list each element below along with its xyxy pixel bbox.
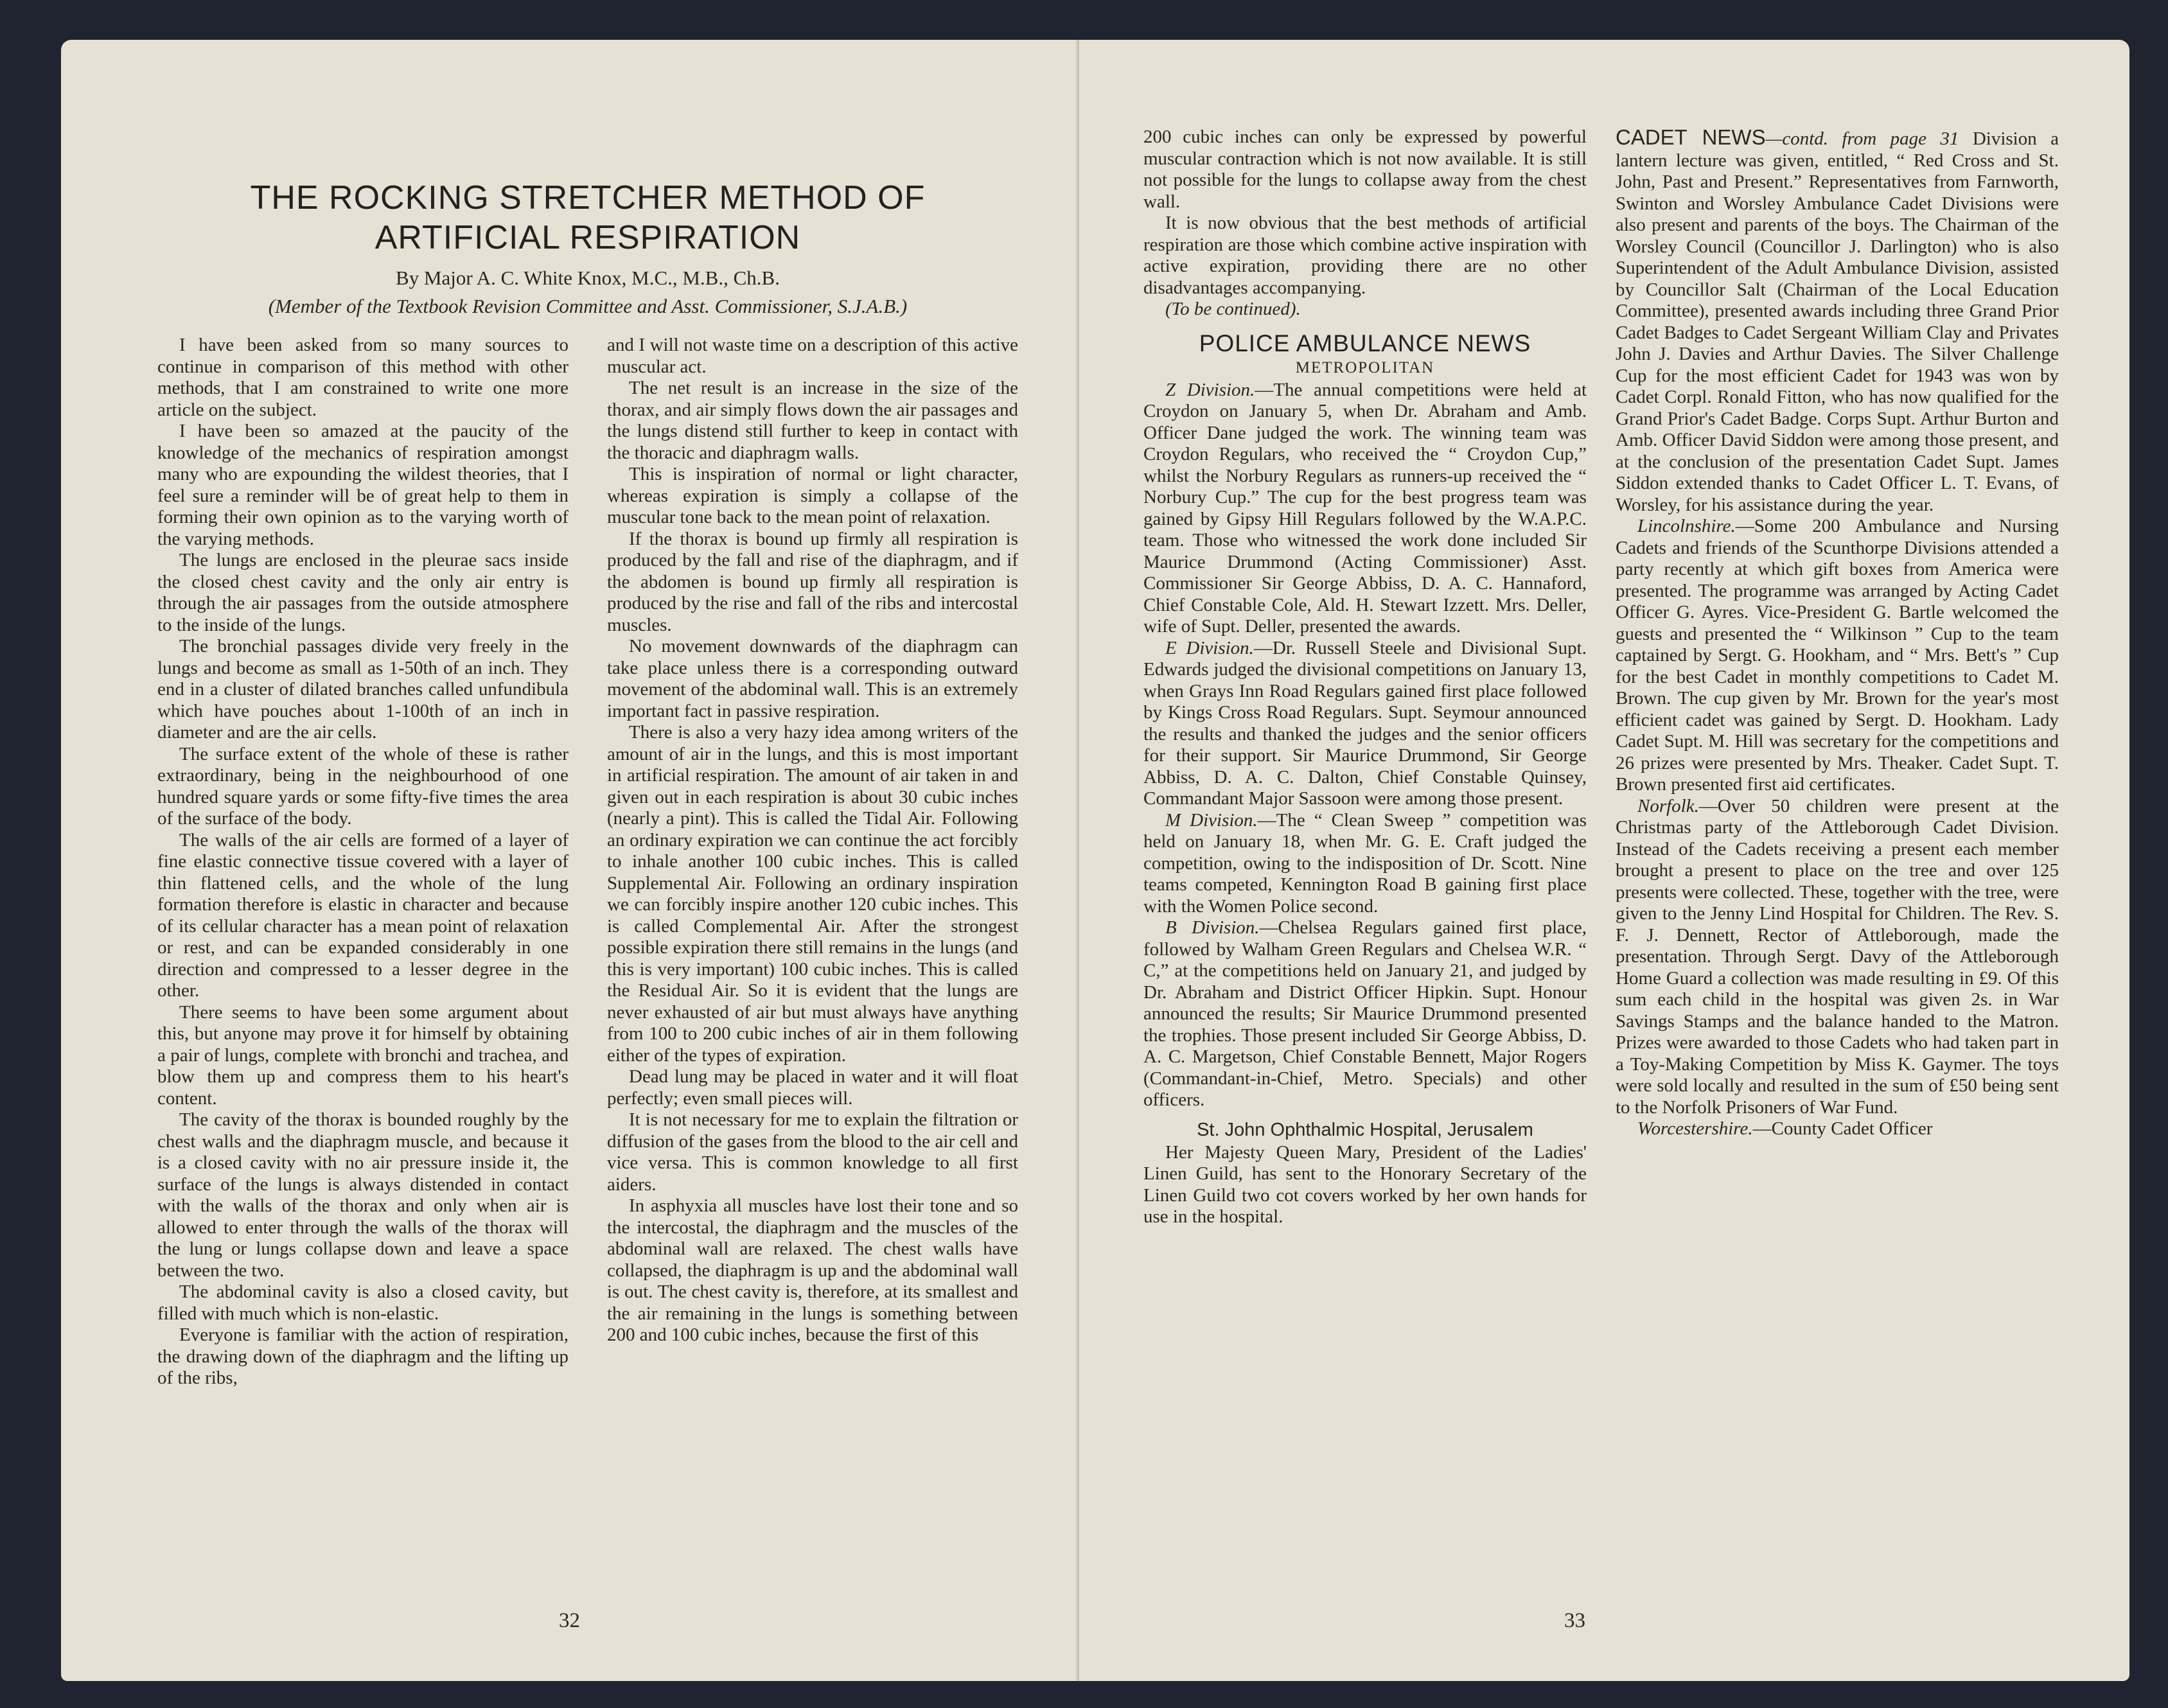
page-columns xyxy=(1143,127,2059,1228)
metropolitan-subheading: METROPOLITAN xyxy=(1295,358,1435,376)
paragraph: I have been asked from so many sources to continue in comparison of this method with other methods, that I am constrained to write one more article on the subject. xyxy=(157,335,568,420)
cadet-news-item: Norfolk.—Over 50 children were present at the Christmas party of the Attleborough Cadet Division. Instead of the Cadets receiving a present each member brought a present to place on the tree and over 125 presents were collected. These, together with the tree, were given to the Jenny Lind Hospital for Children. The Rev. S. F. J. Dennett, Rector of Attleborough, made the presentation. Through Sergt. Davy of the Attleborough Home Guard a collection was made resulting in £9. Of this sum each child in the hospital was given 2s. in War Savings Stamps and the balance handed to the Matron. Prizes were awarded to those Cadets who had taken part in a Toy-Making Competition by Miss K. Gaymer. The toys were sold locally and resulted in the sum of £50 being sent to the Norfolk Prisoners of War Fund. xyxy=(1616,795,2059,1118)
paragraph: There seems to have been some argument about this, but anyone may prove it for himself by obtaining a pair of lungs, complete with bronchi and trachea, and blow them up and compress them to his heart's content. xyxy=(157,1001,568,1109)
paragraph: The surface extent of the whole of these is rather extraordinary, being in the neighbourhood of one hundred square yards or some fifty-five times the area of the surface of the body. xyxy=(157,743,568,829)
author-affiliation: (Member of the Textbook Revision Committee and Asst. Commissioner, S.J.A.B.) xyxy=(268,295,908,317)
left-column-1 xyxy=(157,335,568,1389)
to-be-continued: (To be continued). xyxy=(1165,299,1301,319)
division-name: E Division. xyxy=(1165,637,1254,658)
hospital-paragraph: Her Majesty Queen Mary, President of the Ladies' Linen Guild, has sent to the Honorary Secretary of the Linen Guild two cot covers worked by her own hands for use in the hospital. xyxy=(1143,1141,1587,1227)
cadet-news-paragraph: CADET NEWS—contd. from page 31 Division a lantern lecture was given, entitled, “ Red Cross and St. John, Past and Present.” Representatives from Farnworth, Swinton and Worsley Ambulance Cadet Divisions were also present and parents of the boys. The Chairman of the Worsley Council (Councillor J. Darlington) who is also Superintendent of the Adult Ambulance Division, assisted by Councillor Salt (Chairman of the Local Education Committee), presented awards including three Grand Prior Cadet Badges to Cadet Sergeant William Clay and Privates John J. Davies and Arthur Davies. The Silver Challenge Cup for the most efficient Cadet for 1943 was won by Cadet Corpl. Ronald Fitton, who has now qualified for the Grand Prior's Cadet Badge. Corps Supt. Arthur Burton and Amb. Officer David Siddon were among those present, and at the conclusion of the presentation Cadet Supt. James Siddon extended thanks to Cadet Officer L. T. Evans, of Worsley, for his assistance during the year. xyxy=(1616,127,2059,515)
paragraph: It is not necessary for me to explain the filtration or diffusion of the gases from the blood to the air cell and vice versa. This is common knowledge to all first aiders. xyxy=(607,1109,1018,1195)
police-news-item: M Division.—The “ Clean Sweep ” competition was held on January 18, when Mr. G. E. Craft judged the competition, owing to the indisposition of Dr. Scott. Nine teams competed, Kennington Road B gaining first place with the Women Police second. xyxy=(1143,809,1587,917)
police-news-item: B Division.—Chelsea Regulars gained first place, followed by Walham Green Regulars and Chelsea W.R. “ C,” at the competitions held on January 21, and judged by Dr. Abraham and District Officer Hipkin. Supt. Honour announced the results; Sir Maurice Drummond presented the trophies. Those present included Sir George Abbiss, D. A. C. Margetson, Chief Constable Bennett, Major Rogers (Commandant-in-Chief, Metro. Specials) and other officers. xyxy=(1143,917,1587,1110)
police-news-item: E Division.—Dr. Russell Steele and Divisional Supt. Edwards judged the divisional competitions on January 13, when Grays Inn Road Regulars gained first place followed by Kings Cross Road Regulars. Supt. Seymour announced the results and thanked the judges and the senior officers for their support. Sir Maurice Drummond, Sir George Abbiss, D. A. C. Dalton, Chief Constable Quinsey, Commandant Major Sassoon were among those present. xyxy=(1143,637,1587,809)
paragraph: The lungs are enclosed in the pleurae sacs inside the closed chest cavity and the only air entry is through the air passages from the outside atmosphere to the inside of the lungs. xyxy=(157,550,568,635)
paragraph: It is now obvious that the best methods of artificial respiration are those which combine active inspiration with active expiration, providing there are no other disadvantages accompanying. xyxy=(1143,213,1587,298)
division-name: B Division. xyxy=(1165,917,1260,938)
paragraph: I have been so amazed at the paucity of the knowledge of the mechanics of respiration amongst many who are expounding the wildest theories, that I feel sure a reminder will be of great help to them in forming their own opinion as to the varying worth of the varying methods. xyxy=(157,421,568,549)
paragraph: If the thorax is bound up firmly all respiration is produced by the fall and rise of the diaphragm, and if the abdomen is bound up firmly all respiration is produced by the rise and fall of the ribs and intercostal muscles. xyxy=(607,528,1018,635)
page-number: 32 xyxy=(559,1609,580,1632)
article-columns xyxy=(157,335,1018,1389)
cadet-news-item: Worcestershire.—County Cadet Officer xyxy=(1637,1118,1933,1139)
paragraph: The abdominal cavity is also a closed cavity, but filled with much which is non-elastic. xyxy=(157,1281,568,1324)
hospital-heading: St. John Ophthalmic Hospital, Jerusalem xyxy=(1197,1119,1533,1140)
cadet-news-item: Lincolnshire.—Some 200 Ambulance and Nursing Cadets and friends of the Scunthorpe Divisions attended a party recently at which gift boxes from America were presented. The programme was arranged by Acting Cadet Officer G. Ayres. Vice-President G. Bartle welcomed the guests and presented the “ Wilkinson ” Cup to the team captained by Sergt. G. Hookham, and “ Mrs. Bett's ” Cup for the best Cadet in monthly competitions to Cadet M. Brown. The cup given by Mr. Brown for the year's most efficient cadet was gained by Sergt. D. Hookham. Lady Cadet Supt. M. Hill was secretary for the competitions and 26 prizes were presented by Mrs. Theaker. Cadet Supt. T. Brown presented first aid certificates. xyxy=(1616,516,2059,795)
paragraph: The cavity of the thorax is bounded roughly by the chest walls and the diaphragm muscle, and because it is a closed cavity with no air pressure inside it, the surface of the lungs is always distended in contact with the walls of the thorax and only when air is allowed to enter through the walls of the thorax will the lung or lungs collapse down and leave a space between the two. xyxy=(157,1109,568,1281)
cadet-news-heading: CADET NEWS xyxy=(1616,127,1766,149)
police-news-item: Z Division.—The annual competitions were held at Croydon on January 5, when Dr. Abraham and Amb. Officer Dane judged the work. The winning team was Croydon Regulars, who received the “ Croydon Cup,” whilst the Norbury Regulars as runners-up received the “ Norbury Cup.” The cup for the best progress team was gained by Gipsy Hill Regulars followed by the W.A.P.C. team. Those who witnessed the work done included Sir Maurice Drummond (Acting Commissioner) Asst. Commissioner Sir George Abbiss, D. A. C. Hannaford, Chief Constable Cole, Ald. H. Stewart Izzett. Mrs. Deller, wife of Supt. Deller, presented the awards. xyxy=(1143,379,1587,637)
continued-note: —contd. from page 31 xyxy=(1765,128,1959,149)
paragraph: The net result is an increase in the size of the thorax, and air simply flows down the air passages and the lungs distend still further to keep in contact with the thoracic and diaphragm walls. xyxy=(607,378,1018,463)
paragraph: and I will not waste time on a description of this active muscular act. xyxy=(607,335,1018,377)
right-page xyxy=(1079,40,2129,1681)
paragraph: 200 cubic inches can only be expressed by powerful muscular contraction which is not now available. It is still not possible for the lungs to collapse away from the chest wall. xyxy=(1143,127,1587,212)
paragraph: This is inspiration of normal or light character, whereas expiration is simply a collapse of the muscular tone back to the mean point of relaxation. xyxy=(607,464,1018,527)
police-news-heading: POLICE AMBULANCE NEWS xyxy=(1199,330,1531,357)
division-name: M Division. xyxy=(1165,809,1258,831)
county-name: Lincolnshire. xyxy=(1637,516,1736,536)
division-name: Z Division. xyxy=(1165,379,1255,400)
paragraph: The bronchial passages divide very freely in the lungs and become as small as 1-50th of an inch. They end in a cluster of dilated branches called unfundibula which have pouches about 1-100th of an inch in diameter and are the air cells. xyxy=(157,636,568,743)
paragraph: No movement downwards of the diaphragm can take place unless there is a corresponding outward movement of the abdominal wall. This is an extremely important fact in passive respiration. xyxy=(607,636,1018,721)
county-name: Worcestershire. xyxy=(1637,1118,1753,1139)
paragraph: There is also a very hazy idea among writers of the amount of air in the lungs, and this is most important in artificial respiration. The amount of air taken in and given out in each respiration is about 30 cubic inches (nearly a pint). This is called the Tidal Air. Following an ordinary expiration we can continue the act forcibly to inhale another 100 cubic inches. This is called Supplemental Air. Following an ordinary inspiration we can forcibly inspire another 120 cubic inches. This is called Complemental Air. After the strongest possible expiration there still remains in the lungs (and this is very important) 100 cubic inches. This is called the Residual Air. So it is evident that the lungs are never exhausted of air but must always have anything from 100 to 200 cubic inches of air in them following either of the types of expiration. xyxy=(607,722,1018,1066)
article-title: THE ROCKING STRETCHER METHOD OF ARTIFICIAL RESPIRATION xyxy=(250,179,926,256)
paragraph: The walls of the air cells are formed of a layer of fine elastic connective tissue covered with a layer of thin flattened cells, and the whole of the lung formation therefore is elastic in character and because of its cellular character has a mean point of relaxation or rest, and can be expanded considerably in one direction and compressed to a lesser degree in the other. xyxy=(157,829,568,1001)
paragraph: Dead lung may be placed in water and it will float perfectly; even small pieces will. xyxy=(607,1066,1018,1109)
paragraph: In asphyxia all muscles have lost their tone and so the intercostal, the diaphragm and the muscles of the abdominal wall are relaxed. The chest walls have collapsed, the diaphragm is up and the abdominal wall is out. The chest cavity is, therefore, at its smallest and the air remaining in the lungs is something between 200 and 100 cubic inches, because the first of this xyxy=(607,1195,1018,1345)
county-name: Norfolk. xyxy=(1637,795,1699,816)
right-column-2 xyxy=(1616,127,2059,1228)
left-page xyxy=(61,40,1076,1681)
paragraph: Everyone is familiar with the action of respiration, the drawing down of the diaphragm and the lifting up of the ribs, xyxy=(157,1325,568,1388)
byline: By Major A. C. White Knox, M.C., M.B., Ch.B. xyxy=(396,267,780,289)
left-column-2 xyxy=(607,335,1018,1389)
page-number: 33 xyxy=(1564,1609,1585,1632)
right-column-1 xyxy=(1143,127,1587,1228)
